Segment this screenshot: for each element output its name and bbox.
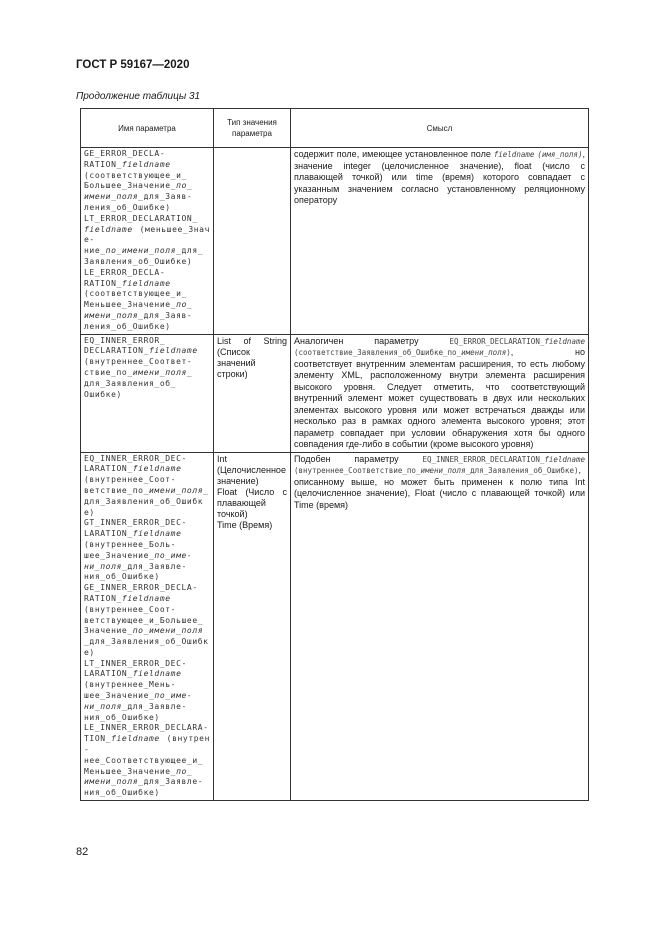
parameter-name-fragment: по_ [176, 766, 193, 776]
table-row [81, 148, 589, 335]
parameter-name-fragment: LE_INNER_ERROR_DECLARA- [84, 723, 209, 733]
value-type-line: Int (Целочисленное значение) [217, 453, 286, 486]
parameter-name-line [84, 171, 210, 182]
table-caption: Продолжение таблицы 31 [76, 91, 201, 102]
parameter-name-fragment: по_имени_поля [105, 246, 177, 256]
table-header-row [81, 109, 589, 148]
parameter-name-fragment: _ [203, 485, 209, 495]
parameter-name-fragment: по_имени_поля [132, 626, 204, 636]
parameter-name-fragment: (меньшее_Значе- [84, 224, 210, 245]
meaning-fragment: Аналогичен параметру [294, 335, 450, 346]
parameter-name-fragment: ние_ [84, 246, 106, 256]
column-header-name: Имя параметра [81, 109, 214, 148]
parameter-name-fragment: Меньшее_Значение_ [84, 766, 177, 776]
parameter-name-cell [81, 148, 214, 335]
parameter-name-line [84, 322, 210, 333]
meaning-fragment: fieldname [544, 336, 585, 346]
parameter-name-line [84, 336, 210, 347]
parameter-name-cell [81, 334, 214, 452]
parameter-name-fragment: _для_Заявления_об_Ошибке) [84, 637, 209, 657]
meaning-cell [291, 148, 589, 335]
parameter-name-fragment: RATION_ [84, 278, 122, 288]
parameter-name-fragment: fieldname [84, 224, 133, 234]
parameter-name-fragment: (внутрен- [84, 734, 210, 755]
parameter-name-line [84, 680, 210, 691]
parameter-name-line [84, 475, 210, 486]
parameter-name-fragment: для_Заявления_об_ [84, 378, 177, 388]
parameter-name-line [84, 357, 210, 368]
parameter-name-line [84, 346, 210, 357]
parameter-name-fragment: для_Заявления_об_Ошибке) [84, 496, 204, 517]
parameter-name-fragment: TION_ [84, 734, 112, 744]
parameter-name-fragment: Большее_Значение_ [84, 181, 177, 191]
parameter-name-line [84, 464, 210, 475]
parameter-table [80, 108, 589, 801]
value-type-line: Float (Число с плавающей точкой) [217, 486, 287, 519]
parameter-name-fragment: по_ [176, 181, 193, 191]
meaning-fragment: (соответствие_Заявления_об_Ошибке_по_ [294, 348, 462, 358]
meaning-fragment: имени_поля [420, 466, 466, 476]
parameter-name-line [84, 767, 210, 778]
parameter-name-line [84, 268, 210, 279]
parameter-name-line [84, 289, 210, 300]
document-header: ГОСТ Р 59167—2020 [76, 59, 190, 71]
meaning-fragment: _для_Заявления_об_Ошибке) [465, 466, 579, 476]
parameter-name-line [84, 702, 210, 713]
parameter-name-fragment: fieldname [132, 669, 182, 679]
parameter-name-fragment: LARATION_ [84, 464, 133, 474]
parameter-name-fragment: LARATION_ [84, 529, 133, 539]
meaning-fragment: имени_поля [461, 348, 507, 358]
parameter-name-fragment: fieldname [149, 346, 198, 356]
parameter-name-line [84, 149, 210, 160]
meaning-fragment: (внутреннее_Соответствие_по_ [294, 466, 421, 476]
meaning-fragment: (имя_поля) [537, 150, 583, 159]
parameter-name-line [84, 160, 210, 171]
parameter-name-line [84, 713, 210, 724]
parameter-name-line [84, 246, 210, 257]
parameter-name-line [84, 583, 210, 594]
parameter-name-line [84, 181, 210, 192]
parameter-name-fragment: (внутреннее_Соответ- [84, 357, 193, 367]
meaning-fragment: ) [506, 348, 511, 358]
meaning-cell [291, 334, 589, 452]
parameter-name-fragment: ветствующее_и_Большее_ [84, 615, 204, 625]
parameter-name-fragment: EQ_INNER_ERROR_ [84, 335, 166, 345]
parameter-name-line [84, 379, 210, 390]
parameter-name-fragment: имени_поля [149, 485, 204, 495]
value-type-cell [214, 148, 291, 335]
parameter-name-line [84, 214, 210, 225]
parameter-name-line [84, 594, 210, 605]
parameter-name-fragment: ления_об_Ошибке) [84, 321, 171, 331]
value-type-line: Time (Время) [217, 519, 273, 530]
parameter-name-fragment: _ [186, 367, 193, 377]
parameter-name-fragment: ствие_по_ [84, 367, 133, 377]
parameter-name-fragment: (внутреннее_Боль- [84, 539, 177, 549]
meaning-fragment: EQ_ERROR_DECLARATION_ [449, 336, 545, 346]
parameter-name-line [84, 497, 210, 519]
parameter-name-fragment: (соответствующее_и_ [84, 289, 187, 299]
parameter-name-fragment: (внутреннее_Соот- [84, 604, 177, 614]
parameter-name-fragment: GE_INNER_ERROR_DECLA- [84, 583, 198, 593]
parameter-name-line [84, 734, 210, 756]
parameter-name-fragment: DECLARATION_ [84, 346, 149, 356]
parameter-name-fragment: ни_поля [84, 561, 122, 571]
parameter-name-line [84, 300, 210, 311]
parameter-name-line [84, 616, 210, 627]
parameter-name-line [84, 279, 210, 290]
parameter-name-fragment: ления_об_Ошибке) [84, 202, 171, 212]
table-row [81, 452, 589, 801]
parameter-name-fragment: LT_INNER_ERROR_DEC- [84, 658, 187, 668]
parameter-name-line [84, 659, 210, 670]
parameter-name-fragment: _для_Заявле- [121, 701, 187, 711]
parameter-name-fragment: ния_об_Ошибке) [84, 788, 160, 798]
parameter-name-fragment: _для_ [176, 246, 204, 256]
parameter-name-line [84, 626, 210, 637]
parameter-name-line [84, 723, 210, 734]
parameter-name-line [84, 777, 210, 788]
parameter-name-cell [81, 452, 214, 801]
meaning-fragment: , но соответствует внутренним элементам расширения, то есть любому элементу XML, расположенному внутри элемента расширения высокого уровня. Следует отметить, что соответствующий внутренний элемент может существовать в двух или нескольких элементах высокого уровня или может встречаться дважды или несколько раз в рамках одного элемента высокого уровня; этот параметр совпадает при условии обнаружения хотя бы одного совпадения где-либо в событии (кроме высокого уровня) [294, 347, 585, 450]
parameter-name-line [84, 454, 210, 465]
parameter-name-fragment: имени_поля [84, 192, 139, 202]
meaning-fragment: EQ_INNER_ERROR_DECLARATION_ [422, 454, 545, 464]
parameter-name-line [84, 390, 210, 401]
parameter-name-line [84, 637, 210, 659]
parameter-name-fragment: LARATION_ [84, 669, 133, 679]
value-type-cell: List of String (Список значений строки) [214, 334, 291, 452]
parameter-name-fragment: _для_Заяв- [138, 192, 193, 202]
parameter-name-fragment: по_име- [154, 691, 193, 701]
parameter-name-fragment: по_ [176, 300, 193, 310]
parameter-name-fragment: RATION_ [84, 593, 122, 603]
parameter-name-fragment: ни_поля [84, 701, 122, 711]
parameter-name-line [84, 368, 210, 379]
parameter-name-fragment: Значение_ [84, 626, 133, 636]
parameter-name-fragment: GT_INNER_ERROR_DEC- [84, 518, 187, 528]
meaning-fragment: fieldname [493, 150, 535, 159]
parameter-name-fragment: шее_Значение_ [84, 691, 155, 701]
parameter-name-fragment: ния_об_Ошибке) [84, 572, 160, 582]
parameter-name-line [84, 691, 210, 702]
column-header-meaning: Смысл [291, 109, 589, 148]
parameter-name-line [84, 529, 210, 540]
parameter-name-fragment: RATION_ [84, 159, 122, 169]
table-row [81, 334, 589, 452]
parameter-name-fragment: имени_поля [84, 777, 139, 787]
parameter-name-fragment: fieldname [132, 464, 182, 474]
parameter-name-line [84, 540, 210, 551]
parameter-name-fragment: (соответствующее_и_ [84, 170, 187, 180]
parameter-name-fragment: _для_Заяв- [138, 310, 193, 320]
parameter-name-fragment: Ошибке) [84, 389, 122, 399]
meaning-fragment: , значение integer (целочисленное значение), float (число с плавающей точкой) или time (время) которого совпадает с указанным значением согласно установленному реляционному оператору [294, 149, 585, 205]
parameter-name-line [84, 605, 210, 616]
value-type-cell [214, 452, 291, 801]
parameter-name-line [84, 551, 210, 562]
parameter-name-fragment: (внутреннее_Соот- [84, 475, 177, 485]
parameter-name-fragment: _для_Заявле- [138, 777, 204, 787]
meaning-fragment: Подобен параметру [294, 453, 423, 464]
parameter-name-fragment: нее_Соответствующее_и_ [84, 755, 204, 765]
parameter-name-fragment: LT_ERROR_DECLARATION_ [84, 213, 198, 223]
meaning-fragment: , описанному выше, но может быть применен к полю типа Int (целочисленное значение), Float (число с плавающей точкой) или Time (время) [294, 465, 585, 510]
parameter-name-fragment: fieldname [111, 734, 160, 744]
parameter-name-line [84, 486, 210, 497]
parameter-name-fragment: имени_поля [84, 310, 139, 320]
page-number: 82 [76, 846, 89, 858]
parameter-name-fragment: имени_поля [132, 367, 187, 377]
parameter-name-fragment: шее_Значение_ [84, 550, 155, 560]
parameter-name-line [84, 225, 210, 247]
meaning-fragment: содержит поле, имеющее установленное поле [294, 149, 494, 159]
parameter-name-line [84, 257, 210, 268]
parameter-name-fragment: по_име- [154, 550, 193, 560]
parameter-name-fragment: fieldname [121, 278, 171, 288]
parameter-name-fragment: _для_Заявле- [121, 561, 187, 571]
parameter-name-line [84, 562, 210, 573]
parameter-name-fragment: ветствие_по_ [84, 485, 149, 495]
column-header-type: Тип значения параметра [214, 109, 291, 148]
parameter-name-line [84, 311, 210, 322]
parameter-name-fragment: fieldname [121, 159, 171, 169]
parameter-name-fragment: LE_ERROR_DECLA- [84, 267, 166, 277]
parameter-name-fragment: fieldname [121, 593, 171, 603]
parameter-name-line [84, 203, 210, 214]
meaning-cell [291, 452, 589, 801]
parameter-name-fragment: Заявления_об_Ошибке) [84, 256, 193, 266]
parameter-name-fragment: EQ_INNER_ERROR_DEC- [84, 453, 187, 463]
parameter-name-fragment: ния_об_Ошибке) [84, 712, 160, 722]
parameter-name-fragment: fieldname [132, 529, 182, 539]
parameter-name-fragment: GE_ERROR_DECLA- [84, 149, 166, 158]
parameter-name-line [84, 669, 210, 680]
parameter-name-line [84, 788, 210, 799]
parameter-name-line [84, 572, 210, 583]
parameter-name-line [84, 518, 210, 529]
parameter-name-line [84, 756, 210, 767]
parameter-name-line [84, 192, 210, 203]
parameter-name-fragment: Меньшее_Значение_ [84, 300, 177, 310]
parameter-name-fragment: (внутреннее_Мень- [84, 680, 177, 690]
meaning-fragment: fieldname [544, 454, 585, 464]
